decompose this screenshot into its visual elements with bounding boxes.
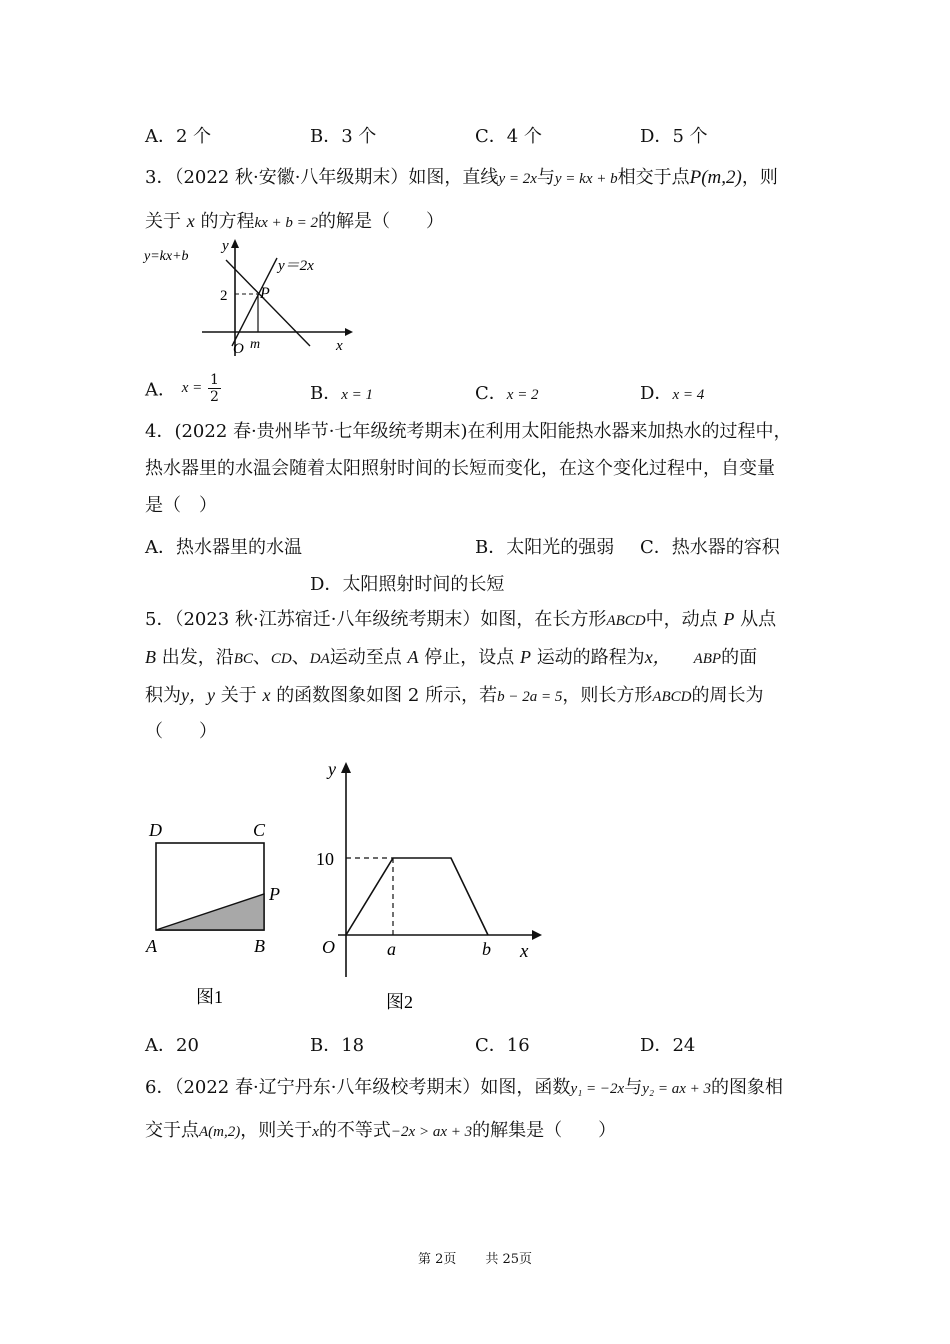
label-kx-b: y=kx+b — [144, 249, 189, 264]
q5-text: 运动至点 — [329, 647, 402, 668]
q5-text: ，则长方形 — [562, 685, 653, 706]
label-a: A — [146, 936, 157, 956]
q4-option-b — [475, 533, 614, 559]
label-p: P — [269, 884, 280, 904]
option-label: C． — [475, 126, 507, 147]
q3-text: 与 — [536, 167, 555, 188]
label-y: y — [328, 759, 336, 779]
q3-option-b — [310, 379, 373, 405]
page-number: 第 2页 — [418, 1252, 457, 1267]
page-footer — [418, 1248, 532, 1267]
q3-point: P(m,2) — [689, 167, 742, 188]
q3-option-c — [475, 379, 539, 405]
option-label: B． — [310, 1035, 342, 1056]
q3-eq3: kx + b = 2 — [254, 215, 319, 231]
q3-eq1: y = 2x — [498, 171, 537, 187]
q5-var: ABP — [693, 651, 722, 667]
q3-var: x — [186, 211, 195, 231]
q3-number: 3． — [145, 167, 175, 188]
fraction — [208, 372, 221, 405]
option-label: D． — [310, 574, 343, 595]
q6-line2 — [145, 1120, 616, 1143]
q6-text: 交于点 — [145, 1120, 199, 1141]
q6-text: 的图象相 — [711, 1077, 783, 1098]
q3-option-a — [145, 372, 221, 405]
label-b: b — [482, 939, 491, 959]
q3-text: ，则 — [741, 167, 778, 188]
x-axis-arrow — [532, 930, 542, 940]
option-text: x = 4 — [672, 387, 705, 403]
y-axis-arrow — [341, 762, 351, 773]
option-label: C． — [475, 383, 507, 404]
option-label: B． — [310, 383, 342, 404]
option-text: 3 个 — [341, 126, 377, 147]
label-2x: y＝2x — [278, 258, 314, 274]
option-text: 热水器里的水温 — [176, 537, 302, 558]
q6-eq2: y₂ = ax + 3 — [642, 1081, 711, 1097]
option-label: B． — [475, 537, 507, 558]
label-o: O — [322, 937, 335, 957]
option-text: 4 个 — [506, 126, 542, 147]
q5-text: 中，动点 — [645, 609, 718, 630]
q5-line3 — [145, 684, 764, 708]
q5-text: 的周长为 — [691, 685, 764, 706]
option-label: D． — [640, 1035, 673, 1056]
label-x: x — [520, 941, 529, 962]
q5-var: ABCD — [652, 689, 692, 705]
q6-var: x — [312, 1124, 319, 1140]
q3-text: 的解是（ ） — [318, 211, 445, 232]
q6-line1 — [145, 1077, 783, 1100]
q2-option-a — [145, 122, 211, 148]
page-total: 共 25页 — [485, 1252, 533, 1267]
option-text: 20 — [176, 1035, 199, 1056]
option-text: x = 1 — [341, 387, 374, 403]
option-text: 太阳光的强弱 — [506, 537, 615, 558]
q6-text: 6．（2022 春·辽宁丹东·八年级校考期末）如图，函数 — [145, 1077, 571, 1098]
q5-line4: （ ） — [145, 721, 217, 742]
q2-option-c — [475, 122, 542, 148]
option-label: A． — [145, 1035, 176, 1056]
q3-figure — [140, 236, 360, 360]
q5-var: BC — [233, 651, 253, 667]
q3-eq2: y = kx + b — [554, 171, 618, 187]
option-label: D． — [640, 383, 673, 404]
q2-option-b — [310, 122, 376, 148]
label-c: C — [253, 820, 266, 840]
option-label: C． — [475, 1035, 507, 1056]
q5-text: 、 — [291, 647, 310, 668]
option-text: 24 — [672, 1035, 696, 1056]
q5-var: P — [723, 609, 735, 629]
option-text: x = — [181, 380, 203, 396]
q5-var: x， — [644, 647, 671, 667]
triangle-abp — [156, 894, 264, 930]
q5-var: A — [407, 647, 419, 667]
q6-text: 与 — [624, 1077, 643, 1098]
x-axis-arrow — [345, 328, 353, 336]
q6-eq1: y₁ = −2x — [570, 1081, 625, 1097]
q4-line2: 热水器里的水温会随着太阳照射时间的长短而变化，在这个变化过程中，自变量 — [145, 458, 775, 479]
option-text: 16 — [506, 1035, 530, 1056]
label-a: a — [387, 939, 396, 959]
option-text: 18 — [341, 1035, 365, 1056]
option-label: D． — [640, 126, 673, 147]
caption-fig1: 图1 — [196, 987, 223, 1007]
q5-var: x — [262, 685, 271, 705]
q5-var: CD — [270, 651, 292, 667]
y-axis-arrow — [231, 239, 239, 248]
q2-option-d — [640, 122, 708, 148]
label-p: P — [260, 285, 270, 302]
denominator: 2 — [210, 389, 219, 405]
q5-text: 停止，设点 — [424, 647, 515, 668]
q5-var: y，y — [181, 685, 215, 705]
graph-trapezoid — [346, 858, 488, 935]
q6-text: 的解集是（ ） — [472, 1120, 617, 1141]
q3-line2 — [145, 210, 444, 234]
q3-line1 — [145, 167, 778, 190]
label-m: m — [250, 337, 261, 352]
q5-eq: b − 2a = 5 — [497, 689, 563, 705]
q5-text: 的面 — [721, 647, 758, 668]
option-text: x = 2 — [506, 387, 539, 403]
option-label: C． — [640, 537, 672, 558]
label-x: x — [336, 338, 343, 354]
q5-text: 5．（2023 秋·江苏宿迁·八年级统考期末）如图，在长方形 — [145, 609, 607, 630]
q5-option-d — [640, 1031, 695, 1057]
q5-var: P — [519, 647, 531, 667]
option-label: B． — [310, 126, 342, 147]
q3-text: 关于 — [145, 211, 181, 232]
q6-point: A(m,2) — [199, 1124, 241, 1140]
q3-option-d — [640, 379, 704, 405]
q4-line1: 4．(2022 春·贵州毕节·七年级统考期末)在利用太阳能热水器来加热水的过程中， — [145, 421, 792, 442]
option-label: A． — [145, 537, 176, 558]
numerator: 1 — [210, 372, 219, 388]
q5-text: 、 — [252, 647, 271, 668]
option-text: 2 个 — [176, 126, 212, 147]
q5-var: B — [145, 647, 156, 667]
label-d: D — [149, 820, 162, 840]
q3-text: 相交于点 — [617, 167, 690, 188]
q5-option-c — [475, 1031, 530, 1057]
q3-text: 的方程 — [200, 211, 255, 232]
q4-option-d — [310, 570, 504, 596]
q5-option-b — [310, 1031, 364, 1057]
q5-text: 出发，沿 — [161, 647, 234, 668]
label-2: 2 — [220, 288, 228, 304]
q6-text: ，则关于 — [240, 1120, 313, 1141]
q5-text: 运动的路程为 — [536, 647, 645, 668]
q6-text: 的不等式 — [318, 1120, 391, 1141]
q5-figure2 — [310, 755, 550, 1020]
label-origin: O — [233, 341, 244, 357]
option-text: 5 个 — [672, 126, 708, 147]
label-b: B — [254, 936, 265, 956]
option-text: 太阳照射时间的长短 — [342, 574, 505, 595]
label-y: y — [222, 238, 229, 254]
caption-fig2: 图2 — [386, 992, 413, 1012]
q4-line3: 是（ ） — [145, 495, 217, 516]
q5-line1 — [145, 608, 776, 632]
q5-var: DA — [309, 651, 330, 667]
q5-figure1 — [140, 815, 300, 1015]
option-label: A． — [145, 379, 176, 401]
option-text: 热水器的容积 — [671, 537, 780, 558]
q5-var: ABCD — [606, 613, 646, 629]
option-label: A． — [145, 126, 176, 147]
q5-option-a — [145, 1031, 199, 1057]
q5-line2 — [145, 646, 757, 670]
q4-option-c — [640, 533, 780, 559]
q5-text: 关于 — [220, 685, 257, 706]
q5-text: 积为 — [145, 685, 181, 706]
q5-text: 的函数图象如图 2 所示，若 — [276, 685, 498, 706]
q4-option-a — [145, 533, 302, 559]
label-10: 10 — [316, 849, 334, 869]
q6-ineq: −2x > ax + 3 — [390, 1124, 473, 1140]
q3-text: （2022 秋·安徽·八年级期末）如图，直线 — [174, 167, 499, 188]
q5-text: 从点 — [740, 609, 777, 630]
